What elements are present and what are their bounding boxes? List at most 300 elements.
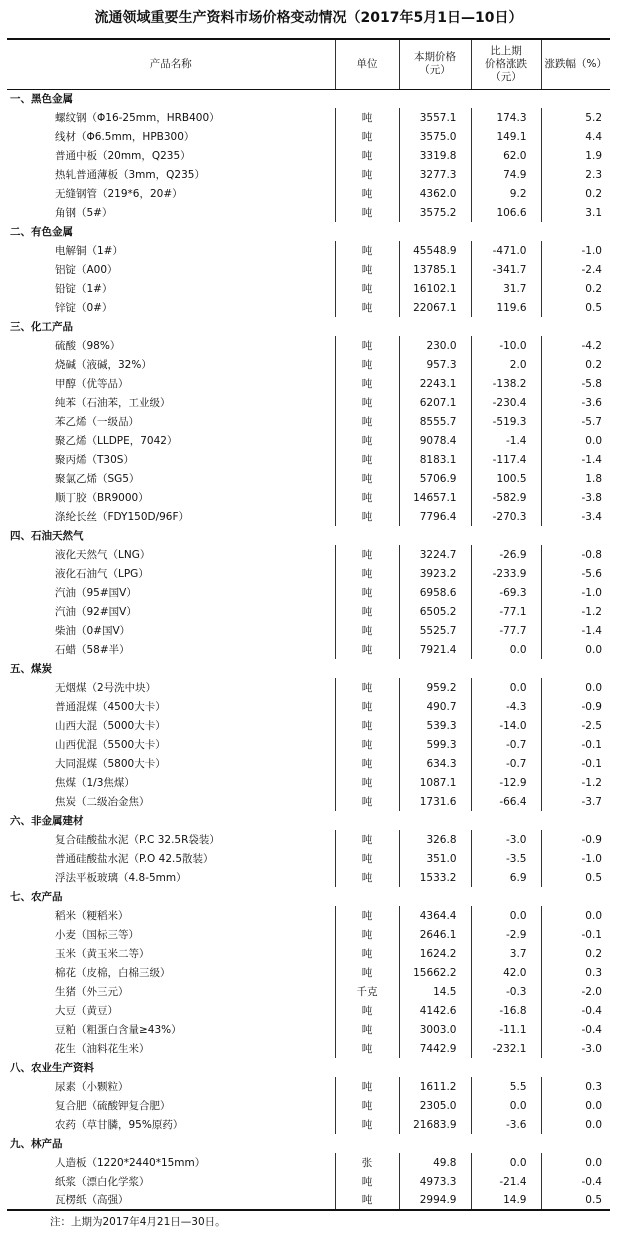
product-name-cell: 线材（Φ6.5mm，HPB300）: [7, 127, 335, 146]
pct-cell: -0.1: [541, 754, 610, 773]
pct-cell: 0.0: [541, 906, 610, 925]
product-name-cell: 甲醇（优等品）: [7, 374, 335, 393]
unit-cell: 吨: [335, 697, 399, 716]
product-name-cell: 生猪（外三元）: [7, 982, 335, 1001]
unit-cell: 吨: [335, 1172, 399, 1191]
product-name-cell: 铅锭（1#）: [7, 279, 335, 298]
change-cell: 0.0: [471, 678, 541, 697]
change-cell: -0.7: [471, 735, 541, 754]
category-label: 九、林产品: [10, 1137, 63, 1150]
pct-cell: 0.2: [541, 944, 610, 963]
change-cell: -2.9: [471, 925, 541, 944]
product-name-cell: 纸浆（漂白化学浆）: [7, 1172, 335, 1191]
change-cell: -3.0: [471, 830, 541, 849]
pct-cell: 5.2: [541, 108, 610, 127]
change-cell: -582.9: [471, 488, 541, 507]
unit-cell: 吨: [335, 792, 399, 811]
change-cell: 3.7: [471, 944, 541, 963]
change-cell: -230.4: [471, 393, 541, 412]
table-row: [7, 165, 610, 184]
pct-cell: -3.7: [541, 792, 610, 811]
product-name-cell: 无缝钢管（219*6，20#）: [7, 184, 335, 203]
price-cell: 490.7: [399, 697, 471, 716]
change-cell: -69.3: [471, 583, 541, 602]
change-cell: -270.3: [471, 507, 541, 526]
pct-cell: 0.5: [541, 868, 610, 887]
table-row: [7, 621, 610, 640]
unit-cell: 吨: [335, 849, 399, 868]
price-cell: 4362.0: [399, 184, 471, 203]
table-header: [7, 39, 610, 89]
header-change-line: 比上期: [490, 44, 522, 57]
unit-cell: 吨: [335, 336, 399, 355]
pct-cell: 0.0: [541, 431, 610, 450]
product-name-cell: 棉花（皮棉，白棉三级）: [7, 963, 335, 982]
unit-cell: 吨: [335, 298, 399, 317]
table-row: [7, 184, 610, 203]
table-row: [7, 336, 610, 355]
price-cell: 9078.4: [399, 431, 471, 450]
price-cell: 230.0: [399, 336, 471, 355]
unit-cell: 吨: [335, 1020, 399, 1039]
pct-cell: -5.6: [541, 564, 610, 583]
table-row: [7, 488, 610, 507]
price-cell: 1533.2: [399, 868, 471, 887]
change-cell: -77.1: [471, 602, 541, 621]
change-cell: -14.0: [471, 716, 541, 735]
product-name-cell: 聚丙烯（T30S）: [7, 450, 335, 469]
unit-cell: 吨: [335, 488, 399, 507]
price-cell: 1087.1: [399, 773, 471, 792]
unit-cell: 吨: [335, 1039, 399, 1058]
header-change-line: （元）: [490, 70, 522, 83]
price-cell: 2646.1: [399, 925, 471, 944]
product-name-cell: 聚乙烯（LLDPE，7042）: [7, 431, 335, 450]
change-cell: 119.6: [471, 298, 541, 317]
price-table: [7, 38, 610, 1211]
change-cell: 100.5: [471, 469, 541, 488]
price-cell: 3277.3: [399, 165, 471, 184]
change-cell: -12.9: [471, 773, 541, 792]
unit-cell: 吨: [335, 925, 399, 944]
table-row: [7, 1096, 610, 1115]
unit-cell: 吨: [335, 450, 399, 469]
unit-cell: 吨: [335, 1077, 399, 1096]
unit-cell: 吨: [335, 184, 399, 203]
price-cell: 5706.9: [399, 469, 471, 488]
price-cell: 14657.1: [399, 488, 471, 507]
category-row: [7, 317, 610, 336]
category-label: 七、农产品: [10, 890, 63, 903]
product-name-cell: 铝锭（A00）: [7, 260, 335, 279]
product-name-cell: 尿素（小颗粒）: [7, 1077, 335, 1096]
price-cell: 2305.0: [399, 1096, 471, 1115]
product-name-cell: 汽油（92#国Ⅴ）: [7, 602, 335, 621]
unit-cell: 千克: [335, 982, 399, 1001]
product-name-cell: 大豆（黄豆）: [7, 1001, 335, 1020]
category-label: 六、非金属建材: [10, 814, 84, 827]
product-name-cell: 玉米（黄玉米二等）: [7, 944, 335, 963]
table-row: [7, 108, 610, 127]
pct-cell: 0.2: [541, 184, 610, 203]
table-row: [7, 393, 610, 412]
pct-cell: 0.3: [541, 1077, 610, 1096]
pct-cell: 3.1: [541, 203, 610, 222]
table-row: [7, 1039, 610, 1058]
change-cell: -117.4: [471, 450, 541, 469]
product-name-cell: 硫酸（98%）: [7, 336, 335, 355]
change-cell: 0.0: [471, 640, 541, 659]
pct-cell: -1.4: [541, 621, 610, 640]
price-cell: 7442.9: [399, 1039, 471, 1058]
table-row: [7, 412, 610, 431]
pct-cell: 2.3: [541, 165, 610, 184]
price-cell: 4364.4: [399, 906, 471, 925]
product-name-cell: 浮法平板玻璃（4.8-5mm）: [7, 868, 335, 887]
product-name-cell: 稻米（粳稻米）: [7, 906, 335, 925]
table-row: [7, 602, 610, 621]
product-name-cell: 焦煤（1/3焦煤）: [7, 773, 335, 792]
unit-cell: 吨: [335, 1191, 399, 1210]
unit-cell: 吨: [335, 640, 399, 659]
product-name-cell: 纯苯（石油苯，工业级）: [7, 393, 335, 412]
price-cell: 49.8: [399, 1153, 471, 1172]
header-price-line: （元）: [419, 64, 451, 77]
price-cell: 539.3: [399, 716, 471, 735]
category-row: [7, 1134, 610, 1153]
price-cell: 351.0: [399, 849, 471, 868]
price-cell: 8183.1: [399, 450, 471, 469]
change-cell: -26.9: [471, 545, 541, 564]
price-cell: 3557.1: [399, 108, 471, 127]
table-row: [7, 545, 610, 564]
table-row: [7, 1191, 610, 1210]
change-cell: -232.1: [471, 1039, 541, 1058]
table-row: [7, 298, 610, 317]
table-row: [7, 469, 610, 488]
change-cell: 74.9: [471, 165, 541, 184]
pct-cell: -3.4: [541, 507, 610, 526]
unit-cell: 吨: [335, 374, 399, 393]
table-row: [7, 716, 610, 735]
header-price: [399, 39, 471, 89]
category-label: 五、煤炭: [10, 662, 52, 675]
pct-cell: -2.0: [541, 982, 610, 1001]
product-name-cell: 苯乙烯（一级品）: [7, 412, 335, 431]
change-cell: -341.7: [471, 260, 541, 279]
header-pct: 涨跌幅（%）: [541, 39, 610, 89]
change-cell: 42.0: [471, 963, 541, 982]
pct-cell: -2.5: [541, 716, 610, 735]
price-cell: 634.3: [399, 754, 471, 773]
product-name-cell: 锌锭（0#）: [7, 298, 335, 317]
change-cell: 174.3: [471, 108, 541, 127]
price-cell: 326.8: [399, 830, 471, 849]
price-cell: 45548.9: [399, 241, 471, 260]
price-cell: 2243.1: [399, 374, 471, 393]
category-row: [7, 1058, 610, 1077]
unit-cell: 吨: [335, 260, 399, 279]
footnote: 注：上期为2017年4月21日—30日。: [50, 1216, 226, 1228]
price-cell: 1731.6: [399, 792, 471, 811]
product-name-cell: 豆粕（粗蛋白含量≥43%）: [7, 1020, 335, 1039]
pct-cell: -0.8: [541, 545, 610, 564]
category-label: 三、化工产品: [10, 320, 73, 333]
pct-cell: -1.0: [541, 241, 610, 260]
price-cell: 6505.2: [399, 602, 471, 621]
product-name-cell: 花生（油料花生米）: [7, 1039, 335, 1058]
table-row: [7, 583, 610, 602]
pct-cell: -0.9: [541, 830, 610, 849]
unit-cell: 吨: [335, 716, 399, 735]
category-label: 四、石油天然气: [10, 529, 84, 542]
price-cell: 21683.9: [399, 1115, 471, 1134]
price-cell: 3575.2: [399, 203, 471, 222]
unit-cell: 吨: [335, 773, 399, 792]
change-cell: 5.5: [471, 1077, 541, 1096]
header-price-line: 本期价格: [414, 51, 456, 64]
table-row: [7, 1077, 610, 1096]
change-cell: -4.3: [471, 697, 541, 716]
pct-cell: 0.5: [541, 1191, 610, 1210]
change-cell: 31.7: [471, 279, 541, 298]
price-cell: 959.2: [399, 678, 471, 697]
pct-cell: -3.6: [541, 393, 610, 412]
pct-cell: -0.9: [541, 697, 610, 716]
pct-cell: -1.2: [541, 773, 610, 792]
price-cell: 3575.0: [399, 127, 471, 146]
pct-cell: -1.0: [541, 849, 610, 868]
change-cell: 0.0: [471, 1153, 541, 1172]
change-cell: -3.5: [471, 849, 541, 868]
pct-cell: 0.2: [541, 355, 610, 374]
pct-cell: -1.0: [541, 583, 610, 602]
change-cell: -0.7: [471, 754, 541, 773]
product-name-cell: 瓦楞纸（高强）: [7, 1191, 335, 1210]
product-name-cell: 热轧普通薄板（3mm，Q235）: [7, 165, 335, 184]
table-row: [7, 450, 610, 469]
table-row: [7, 773, 610, 792]
table-row: [7, 203, 610, 222]
table-row: [7, 431, 610, 450]
pct-cell: 0.0: [541, 1096, 610, 1115]
price-cell: 7921.4: [399, 640, 471, 659]
change-cell: 0.0: [471, 1096, 541, 1115]
unit-cell: 吨: [335, 602, 399, 621]
change-cell: -471.0: [471, 241, 541, 260]
pct-cell: 0.3: [541, 963, 610, 982]
unit-cell: 吨: [335, 621, 399, 640]
table-row: [7, 963, 610, 982]
unit-cell: 吨: [335, 469, 399, 488]
price-cell: 15662.2: [399, 963, 471, 982]
table-row: [7, 1115, 610, 1134]
unit-cell: 吨: [335, 1001, 399, 1020]
change-cell: -16.8: [471, 1001, 541, 1020]
pct-cell: 0.0: [541, 1153, 610, 1172]
price-cell: 3003.0: [399, 1020, 471, 1039]
change-cell: -1.4: [471, 431, 541, 450]
product-name-cell: 石蜡（58#半）: [7, 640, 335, 659]
unit-cell: 吨: [335, 412, 399, 431]
change-cell: -66.4: [471, 792, 541, 811]
pct-cell: -0.4: [541, 1020, 610, 1039]
pct-cell: -0.1: [541, 735, 610, 754]
product-name-cell: 液化天然气（LNG）: [7, 545, 335, 564]
change-cell: 106.6: [471, 203, 541, 222]
price-cell: 4973.3: [399, 1172, 471, 1191]
unit-cell: 吨: [335, 963, 399, 982]
change-cell: 149.1: [471, 127, 541, 146]
product-name-cell: 普通混煤（4500大卡）: [7, 697, 335, 716]
pct-cell: -5.8: [541, 374, 610, 393]
unit-cell: 吨: [335, 393, 399, 412]
table-row: [7, 355, 610, 374]
change-cell: 6.9: [471, 868, 541, 887]
price-cell: 599.3: [399, 735, 471, 754]
table-row: [7, 1020, 610, 1039]
pct-cell: -5.7: [541, 412, 610, 431]
unit-cell: 吨: [335, 108, 399, 127]
change-cell: 2.0: [471, 355, 541, 374]
category-label: 一、黑色金属: [10, 92, 73, 105]
product-name-cell: 螺纹钢（Φ16-25mm，HRB400）: [7, 108, 335, 127]
pct-cell: -3.0: [541, 1039, 610, 1058]
header-name: 产品名称: [7, 39, 335, 89]
price-cell: 1611.2: [399, 1077, 471, 1096]
product-name-cell: 液化石油气（LPG）: [7, 564, 335, 583]
category-row: [7, 89, 610, 108]
change-cell: 62.0: [471, 146, 541, 165]
unit-cell: 吨: [335, 355, 399, 374]
product-name-cell: 山西优混（5500大卡）: [7, 735, 335, 754]
product-name-cell: 焦炭（二级冶金焦）: [7, 792, 335, 811]
product-name-cell: 普通硅酸盐水泥（P.O 42.5散装）: [7, 849, 335, 868]
table-row: [7, 127, 610, 146]
product-name-cell: 聚氯乙烯（SG5）: [7, 469, 335, 488]
price-cell: 3923.2: [399, 564, 471, 583]
pct-cell: -4.2: [541, 336, 610, 355]
table-row: [7, 1001, 610, 1020]
unit-cell: 吨: [335, 545, 399, 564]
table-row: [7, 374, 610, 393]
pct-cell: 0.5: [541, 298, 610, 317]
price-cell: 957.3: [399, 355, 471, 374]
pct-cell: -0.4: [541, 1172, 610, 1191]
change-cell: 0.0: [471, 906, 541, 925]
unit-cell: 吨: [335, 906, 399, 925]
change-cell: -11.1: [471, 1020, 541, 1039]
price-cell: 14.5: [399, 982, 471, 1001]
pct-cell: -0.4: [541, 1001, 610, 1020]
table-row: [7, 792, 610, 811]
price-cell: 3224.7: [399, 545, 471, 564]
product-name-cell: 大同混煤（5800大卡）: [7, 754, 335, 773]
table-row: [7, 146, 610, 165]
unit-cell: 吨: [335, 431, 399, 450]
product-name-cell: 无烟煤（2号洗中块）: [7, 678, 335, 697]
table-row: [7, 697, 610, 716]
unit-cell: 吨: [335, 944, 399, 963]
product-name-cell: 烧碱（液碱，32%）: [7, 355, 335, 374]
unit-cell: 吨: [335, 583, 399, 602]
category-row: [7, 222, 610, 241]
table-row: [7, 849, 610, 868]
pct-cell: 0.0: [541, 678, 610, 697]
unit-cell: 张: [335, 1153, 399, 1172]
category-row: [7, 811, 610, 830]
product-name-cell: 涤纶长丝（FDY150D/96F）: [7, 507, 335, 526]
product-name-cell: 山西大混（5000大卡）: [7, 716, 335, 735]
product-name-cell: 复合肥（硫酸钾复合肥）: [7, 1096, 335, 1115]
change-cell: -3.6: [471, 1115, 541, 1134]
table-row: [7, 868, 610, 887]
pct-cell: 0.0: [541, 640, 610, 659]
category-row: [7, 887, 610, 906]
pct-cell: 4.4: [541, 127, 610, 146]
product-name-cell: 农药（草甘膦，95%原药）: [7, 1115, 335, 1134]
unit-cell: 吨: [335, 868, 399, 887]
price-cell: 8555.7: [399, 412, 471, 431]
header-change-line: 价格涨跌: [485, 57, 527, 70]
change-cell: -77.7: [471, 621, 541, 640]
unit-cell: 吨: [335, 1115, 399, 1134]
unit-cell: 吨: [335, 146, 399, 165]
change-cell: -233.9: [471, 564, 541, 583]
pct-cell: -3.8: [541, 488, 610, 507]
price-cell: 7796.4: [399, 507, 471, 526]
product-name-cell: 柴油（0#国Ⅴ）: [7, 621, 335, 640]
table-row: [7, 564, 610, 583]
unit-cell: 吨: [335, 678, 399, 697]
pct-cell: 0.2: [541, 279, 610, 298]
unit-cell: 吨: [335, 241, 399, 260]
unit-cell: 吨: [335, 127, 399, 146]
product-name-cell: 小麦（国标三等）: [7, 925, 335, 944]
price-cell: 3319.8: [399, 146, 471, 165]
product-name-cell: 顺丁胶（BR9000）: [7, 488, 335, 507]
table-row: [7, 678, 610, 697]
category-label: 八、农业生产资料: [10, 1061, 94, 1074]
pct-cell: 1.9: [541, 146, 610, 165]
change-cell: -0.3: [471, 982, 541, 1001]
table-row: [7, 260, 610, 279]
category-row: [7, 526, 610, 545]
table-row: [7, 944, 610, 963]
price-cell: 22067.1: [399, 298, 471, 317]
price-cell: 6207.1: [399, 393, 471, 412]
product-name-cell: 电解铜（1#）: [7, 241, 335, 260]
page-title: 流通领域重要生产资料市场价格变动情况（2017年5月1日—10日）: [94, 10, 523, 26]
price-cell: 13785.1: [399, 260, 471, 279]
price-cell: 16102.1: [399, 279, 471, 298]
unit-cell: 吨: [335, 279, 399, 298]
product-name-cell: 普通中板（20mm，Q235）: [7, 146, 335, 165]
price-cell: 6958.6: [399, 583, 471, 602]
change-cell: -21.4: [471, 1172, 541, 1191]
table-row: [7, 982, 610, 1001]
table-row: [7, 830, 610, 849]
header-unit: 单位: [335, 39, 399, 89]
change-cell: -519.3: [471, 412, 541, 431]
table-row: [7, 507, 610, 526]
price-cell: 5525.7: [399, 621, 471, 640]
product-name-cell: 角钢（5#）: [7, 203, 335, 222]
pct-cell: 0.0: [541, 1115, 610, 1134]
unit-cell: 吨: [335, 507, 399, 526]
product-name-cell: 汽油（95#国Ⅴ）: [7, 583, 335, 602]
product-name-cell: 人造板（1220*2440*15mm）: [7, 1153, 335, 1172]
